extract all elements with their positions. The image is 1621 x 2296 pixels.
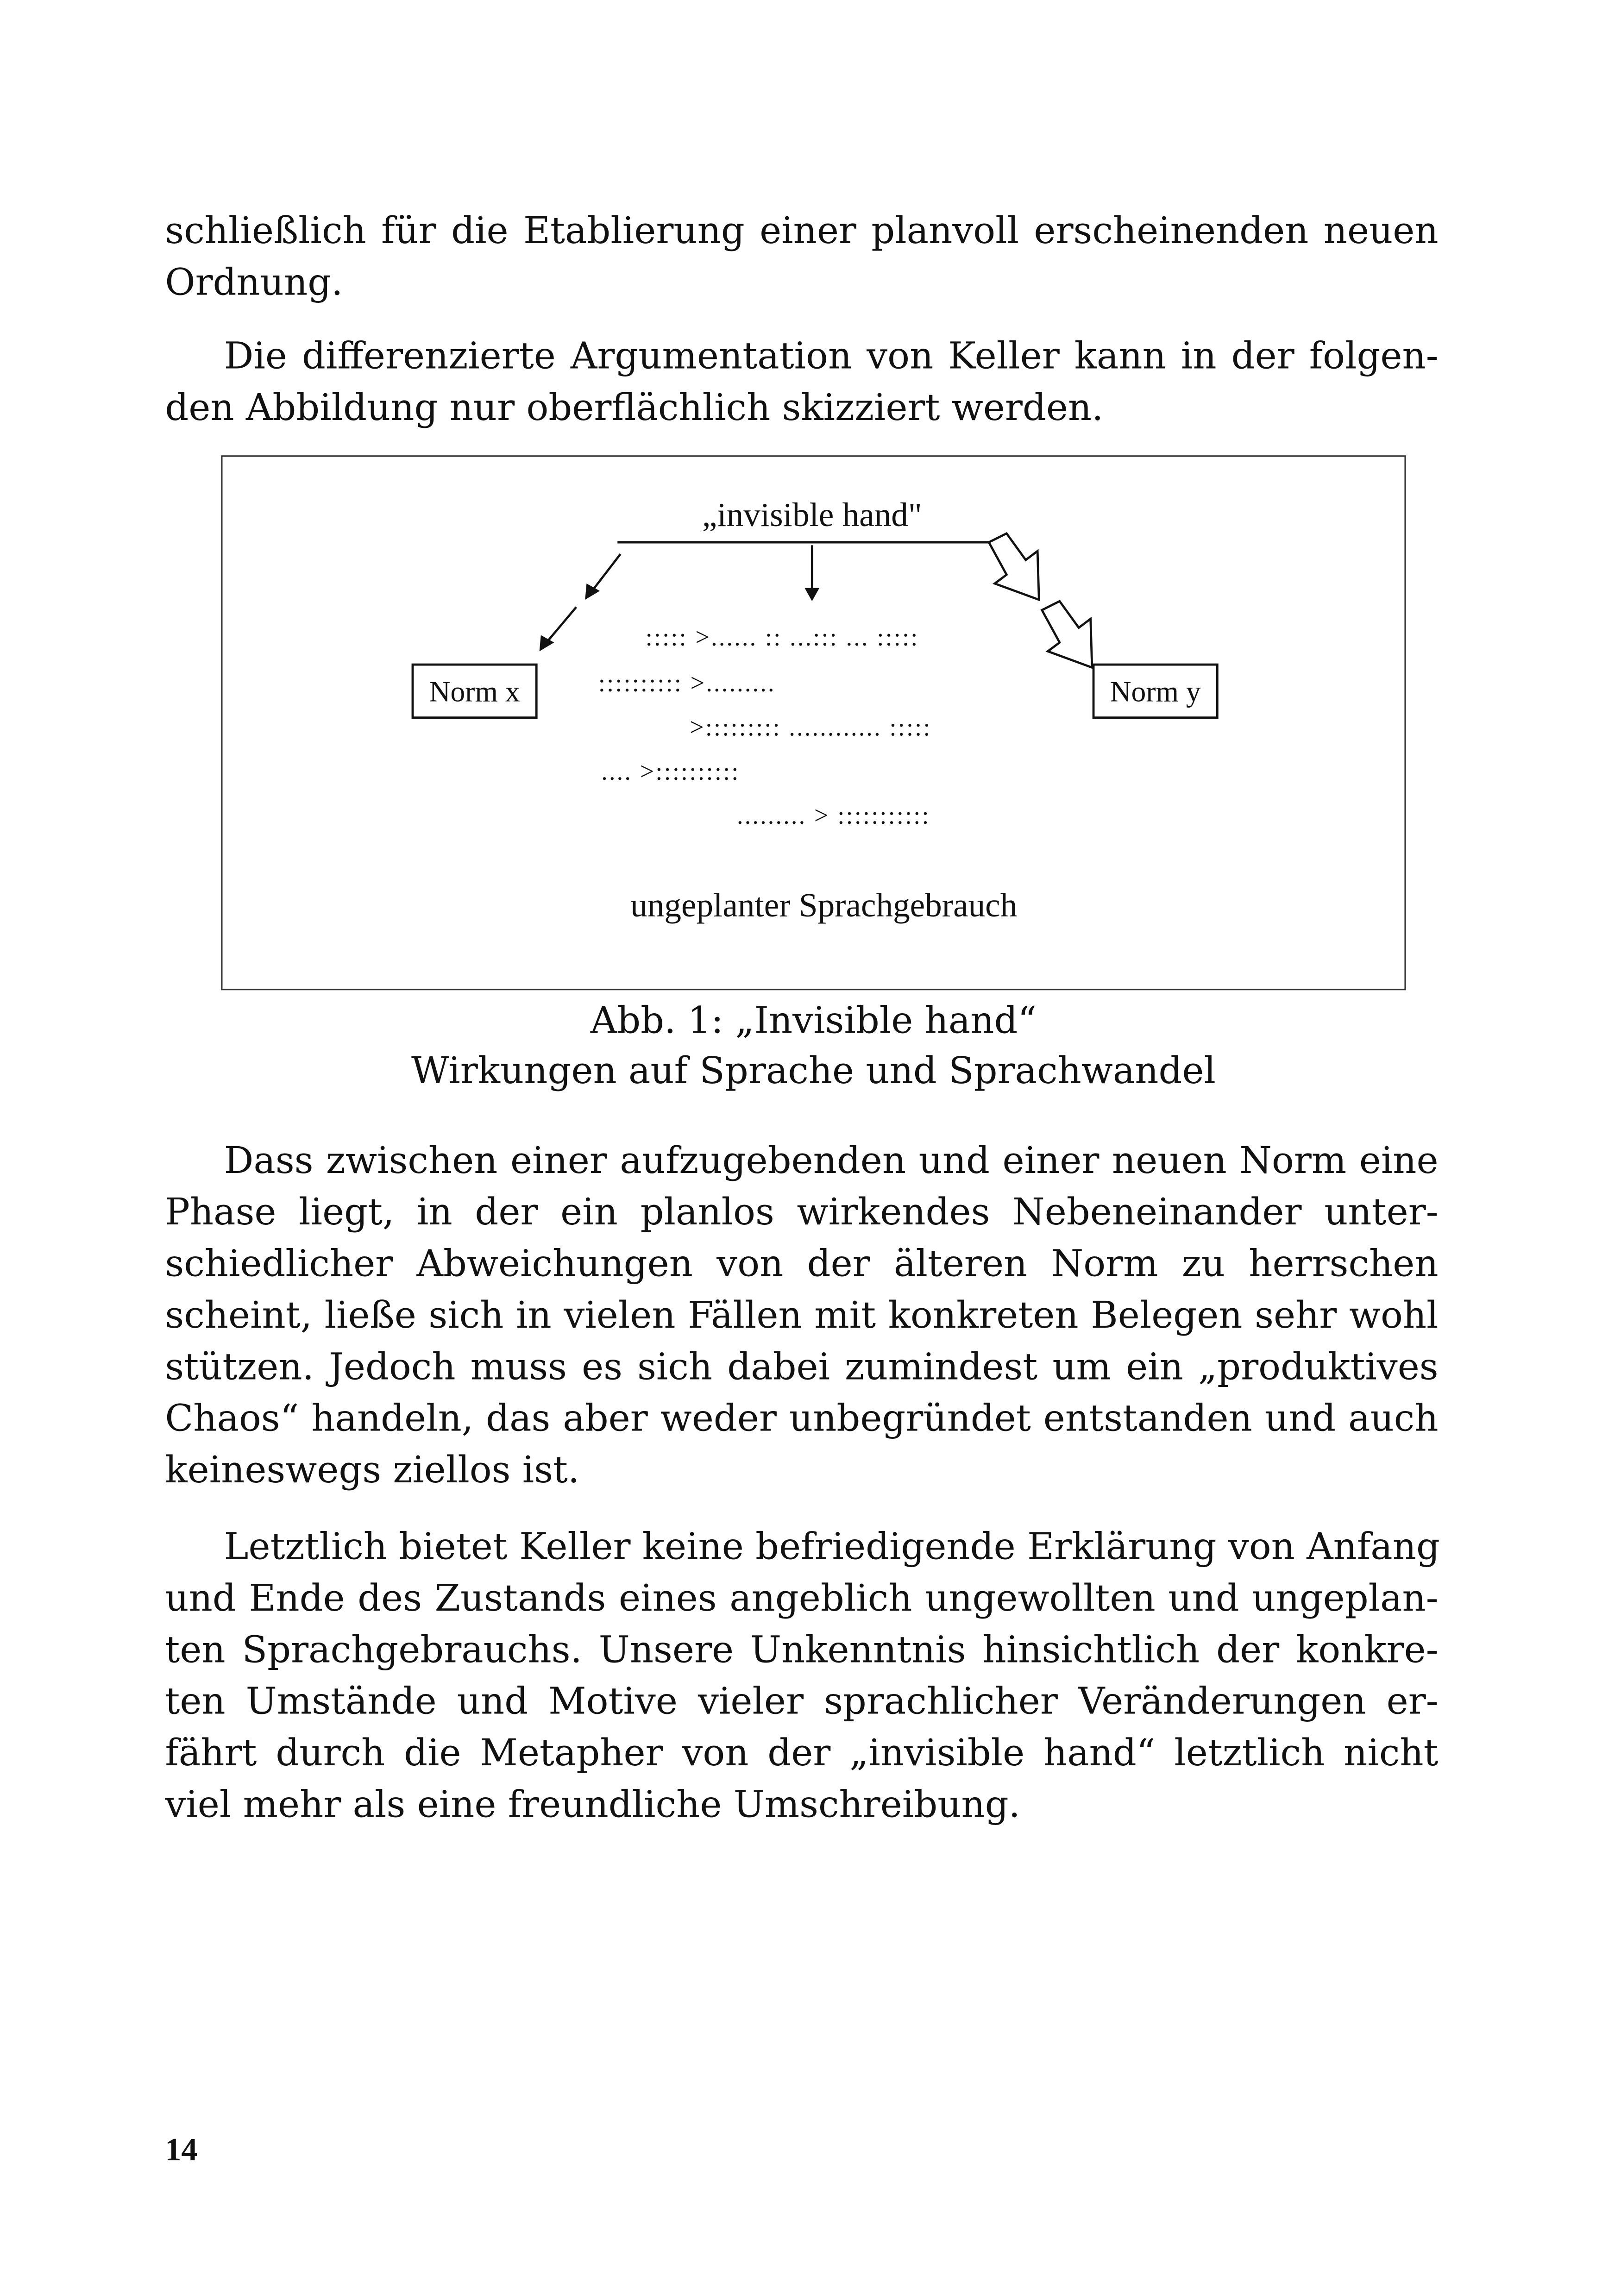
- center-arrow: [804, 545, 819, 601]
- text-line: ten Sprachgebrauchs. Unsere Unkenntnis hinsichtlich der konkre-: [165, 1628, 1439, 1671]
- paragraph-3: [165, 1135, 1438, 1496]
- text-line: ten Umstände und Motive vieler sprachlicher Veränderungen er-: [165, 1680, 1439, 1723]
- left-arrow-upper: [585, 554, 620, 600]
- invisible-hand-figure: [221, 455, 1406, 990]
- norm-y-box: [1093, 665, 1217, 718]
- norm-y-label: Norm y: [1110, 675, 1201, 708]
- right-arrow-lower: [1042, 601, 1092, 667]
- invisible-hand-label: „invisible hand": [702, 496, 922, 533]
- page-number: 14: [165, 2131, 198, 2168]
- text-line: Phase liegt, in der ein planlos wirkendes Nebeneinander unter-: [165, 1191, 1439, 1234]
- text-line: Ordnung.: [165, 261, 343, 304]
- chaos-row: >::::::::: ............ :::::: [690, 713, 932, 741]
- chaos-row: ::::: >...... :: ...::: ... :::::: [645, 623, 919, 651]
- paragraph-2: [165, 330, 1438, 433]
- chaos-row: ......... > :::::::::::: [736, 801, 930, 829]
- text-line: Letztlich bietet Keller keine befriedigende Erklärung von Anfang: [224, 1525, 1440, 1568]
- figure-diagram: [222, 457, 1407, 991]
- text-line: den Abbildung nur oberflächlich skizziert werden.: [165, 386, 1104, 429]
- text-line: Dass zwischen einer aufzugebenden und einer neuen Norm eine: [224, 1139, 1439, 1182]
- chaos-row: .... >::::::::::: [601, 757, 740, 785]
- paragraph-4: [165, 1521, 1438, 1830]
- text-line: viel mehr als eine freundliche Umschreibung.: [165, 1783, 1020, 1826]
- text-line: schließlich für die Etablierung einer planvoll erscheinenden neuen: [165, 209, 1439, 252]
- text-line: Chaos“ handeln, das aber weder unbegründet entstanden und auch: [165, 1397, 1439, 1440]
- text-line: Die differenzierte Argumentation von Keller kann in der folgen-: [224, 334, 1439, 377]
- text-line: fährt durch die Metapher von der „invisible hand“ letztlich nicht: [165, 1731, 1439, 1775]
- chaos-row: :::::::::: >.........: [598, 669, 776, 697]
- text-line: stützen. Jedoch muss es sich dabei zumindest um ein „produktives: [165, 1345, 1439, 1388]
- text-line: keineswegs ziellos ist.: [165, 1448, 580, 1492]
- figure-caption-line-2: Wirkungen auf Sprache und Sprachwandel: [411, 1049, 1216, 1092]
- text-line: schiedlicher Abweichungen von der älteren Norm zu herrschen: [165, 1242, 1439, 1285]
- unplanned-usage-label: ungeplanter Sprachgebrauch: [630, 886, 1018, 924]
- paragraph-1: [165, 205, 1438, 308]
- right-arrow-upper: [989, 533, 1039, 600]
- norm-x-label: Norm x: [429, 675, 520, 708]
- figure-caption-line-1: Abb. 1: „Invisible hand“: [590, 999, 1037, 1042]
- text-line: und Ende des Zustands eines angeblich ungewollten und ungeplan-: [165, 1576, 1439, 1620]
- text-line: scheint, ließe sich in vielen Fällen mit konkreten Belegen sehr wohl: [165, 1293, 1439, 1337]
- norm-x-box: [413, 665, 536, 718]
- left-arrow-lower: [540, 607, 577, 651]
